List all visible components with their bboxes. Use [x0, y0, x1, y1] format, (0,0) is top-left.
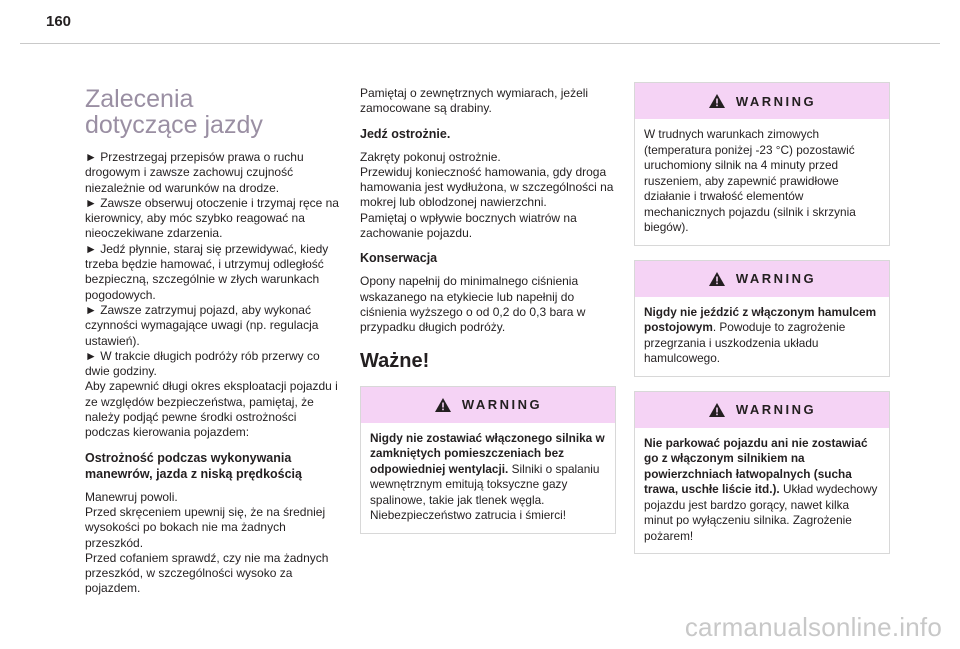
warning-header [361, 387, 615, 423]
warning-box [360, 386, 616, 534]
warning-header [635, 83, 889, 119]
warning-triangle-icon [434, 397, 452, 413]
paragraph: Pamiętaj o wpływie bocznych wiatrów na zachowanie pojazdu. [360, 210, 577, 241]
warning-triangle-icon [708, 271, 726, 287]
warning-label: WARNING [461, 397, 543, 413]
warning-label: WARNING [735, 93, 817, 109]
warning-header [635, 392, 889, 428]
warning-text: W trudnych warunkach zimowych (temperatura poniżej -23 °C) pozostawić uruchomiony silnik na 4 minuty przed ruszeniem, aby zapewnić prawidłowe działanie i trwałość elementów mechanicznych pojazdu (silnik i skrzynia biegów). [644, 127, 856, 234]
warning-text: Układ wydechowy pojazdu jest bardzo gorący, nawet kilka minut po wyłączeniu silnika. Zagrożenie pożarem! [644, 482, 878, 543]
subheading: Konserwacja [360, 251, 438, 266]
warning-box [634, 391, 890, 555]
warning-header [635, 261, 889, 297]
warning-body [635, 119, 889, 245]
important-heading: Ważne! [360, 349, 430, 372]
warning-bold-text: Nie parkować pojazdu ani nie zostawiać go z włączonym silnikiem na powierzchniach łatwopalnych (sucha trawa, uschłe liście itd.). [644, 435, 868, 496]
warning-box [634, 82, 890, 246]
warning-body [361, 423, 615, 533]
paragraph: Przed skręceniem upewnij się, że na średniej wysokości po bokach nie ma żadnych przeszkód. [85, 504, 326, 550]
bullet-item: ► Zawsze zatrzymuj pojazd, aby wykonać czynności wymagające uwagi (np. regulacja ustawień). [85, 302, 319, 348]
warning-label: WARNING [735, 271, 817, 286]
column-right [634, 82, 892, 568]
warning-text: . Powoduje to zagrożenie przegrzania i uszkodzenia układu hamulcowego. [644, 320, 846, 365]
paragraph: Pamiętaj o zewnętrznych wymiarach, jeżeli zamocowane są drabiny. [360, 86, 589, 116]
warning-triangle-icon [708, 93, 726, 109]
column-middle [360, 86, 618, 548]
subheading: Jedź ostrożnie. [360, 126, 451, 141]
bullet-item: ► Jedź płynnie, staraj się przewidywać, kiedy trzeba będzie hamować, i utrzymuj odległość bezpieczną, szczególnie w złych warunkach pogodowych. [85, 241, 329, 302]
paragraph: Aby zapewnić długi okres eksploatacji pojazdu i ze względów bezpieczeństwa, pamiętaj, że należy podjąć pewne środki ostrożności podczas kierowania pojazdem: [85, 379, 338, 440]
paragraph: Przewiduj konieczność hamowania, gdy droga hamowania jest wydłużona, w szczególności na mokrej lub oblodzonej nawierzchni. [360, 164, 614, 210]
paragraph: Manewruj powoli. [85, 489, 178, 504]
paragraph: Przed cofaniem sprawdź, czy nie ma żadnych przeszkód, w szczególności wysoko za pojazdem. [85, 550, 329, 596]
paragraph: Opony napełnij do minimalnego ciśnienia wskazanego na etykiecie lub napełnij do ciśnienia wyższego o od 0,2 do 0,3 bara w przypadku długich podróży. [360, 274, 586, 335]
warning-triangle-icon [708, 402, 726, 418]
subheading: Ostrożność podczas wykonywania manewrów, jazda z niską prędkością [85, 450, 302, 481]
warning-box [634, 260, 890, 377]
warning-bold-text: Nigdy nie zostawiać włączonego silnika w zamkniętych pomieszczeniach bez odpowiedniej wentylacji. [370, 430, 605, 476]
column-left [85, 86, 343, 597]
bullet-item: ► W trakcie długich podróży rób przerwy co dwie godziny. [85, 348, 320, 379]
warning-bold-text: Nigdy nie jeździć z włączonym hamulcem postojowym [644, 304, 877, 334]
bullet-item: ► Zawsze obserwuj otoczenie i trzymaj ręce na kierownicy, aby móc szybko reagować na nieoczekiwane zdarzenia. [85, 195, 339, 241]
section-title: Zalecenia dotyczące jazdy [85, 85, 263, 139]
paragraph: Zakręty pokonuj ostrożnie. [360, 149, 501, 164]
warning-body [635, 297, 889, 376]
warning-label: WARNING [735, 402, 817, 417]
warning-body [635, 428, 889, 554]
footer-watermark: carmanualsonline.info [684, 612, 942, 642]
header-divider [20, 43, 940, 44]
page-number: 160 [46, 13, 72, 30]
bullet-item: ► Przestrzegaj przepisów prawa o ruchu drogowym i zawsze zachowuj czujność niezależnie od warunków na drodze. [85, 150, 304, 195]
warning-text: Silniki o spalaniu wewnętrznym emitują toksyczne gazy spalinowe, takie jak tlenek węgla. Niebezpieczeństwo zatrucia i śmierci! [370, 461, 600, 523]
